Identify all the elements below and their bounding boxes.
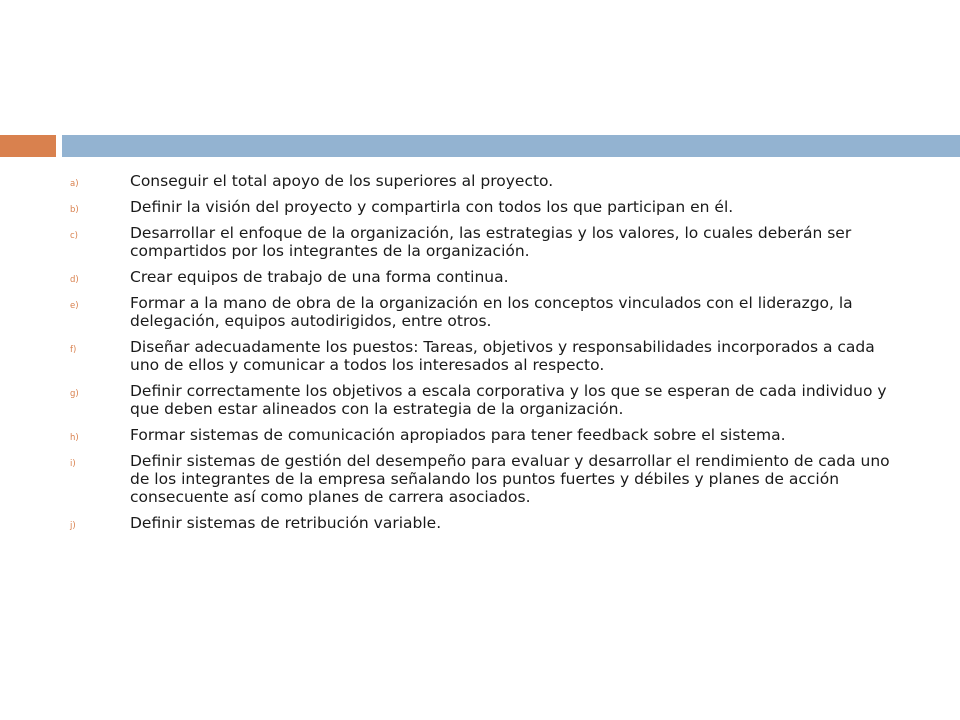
list-marker: f): [70, 345, 77, 355]
action-list: [70, 172, 906, 540]
list-marker: d): [70, 275, 79, 285]
header-accent-blue-bar: [62, 135, 960, 157]
list-item: [70, 382, 906, 418]
list-item: [70, 294, 906, 330]
list-marker: i): [70, 459, 76, 469]
list-item: [70, 224, 906, 260]
list-item-text: Diseñar adecuadamente los puestos: Tareas, objetivos y responsabilidades incorporados a cada uno de ellos y comunicar a todos los interesados al respecto.: [130, 338, 875, 374]
list-marker: e): [70, 301, 79, 311]
list-marker: a): [70, 179, 79, 189]
list-marker: j): [70, 521, 76, 531]
list-item: [70, 452, 906, 506]
list-item-text: Definir sistemas de gestión del desempeño para evaluar y desarrollar el rendimiento de cada uno de los integrantes de la empresa señalando los puntos fuertes y débiles y planes de acción consecuente así como planes de carrera asociados.: [130, 452, 890, 506]
list-marker: b): [70, 205, 79, 215]
list-marker: h): [70, 433, 79, 443]
list-item: [70, 426, 906, 444]
list-item-text: Definir sistemas de retribución variable.: [130, 514, 442, 532]
list-item-text: Conseguir el total apoyo de los superiores al proyecto.: [130, 172, 554, 190]
list-marker: g): [70, 389, 79, 399]
list-item: [70, 268, 906, 286]
list-item: [70, 338, 906, 374]
list-item-text: Formar a la mano de obra de la organización en los conceptos vinculados con el liderazgo, la delegación, equipos autodirigidos, entre otros.: [130, 294, 853, 330]
header-accent-orange-bar: [0, 135, 56, 157]
list-item-text: Formar sistemas de comunicación apropiados para tener feedback sobre el sistema.: [130, 426, 786, 444]
list-item: [70, 198, 906, 216]
list-item: [70, 172, 906, 190]
list-item-text: Crear equipos de trabajo de una forma continua.: [130, 268, 509, 286]
list-marker: c): [70, 231, 78, 241]
list-item-text: Definir correctamente los objetivos a escala corporativa y los que se esperan de cada individuo y que deben estar alineados con la estrategia de la organización.: [130, 382, 887, 418]
list-item: [70, 514, 906, 532]
list-item-text: Definir la visión del proyecto y compartirla con todos los que participan en él.: [130, 198, 734, 216]
list-item-text: Desarrollar el enfoque de la organización, las estrategias y los valores, lo cuales deberán ser compartidos por los integrantes de la organización.: [130, 224, 852, 260]
